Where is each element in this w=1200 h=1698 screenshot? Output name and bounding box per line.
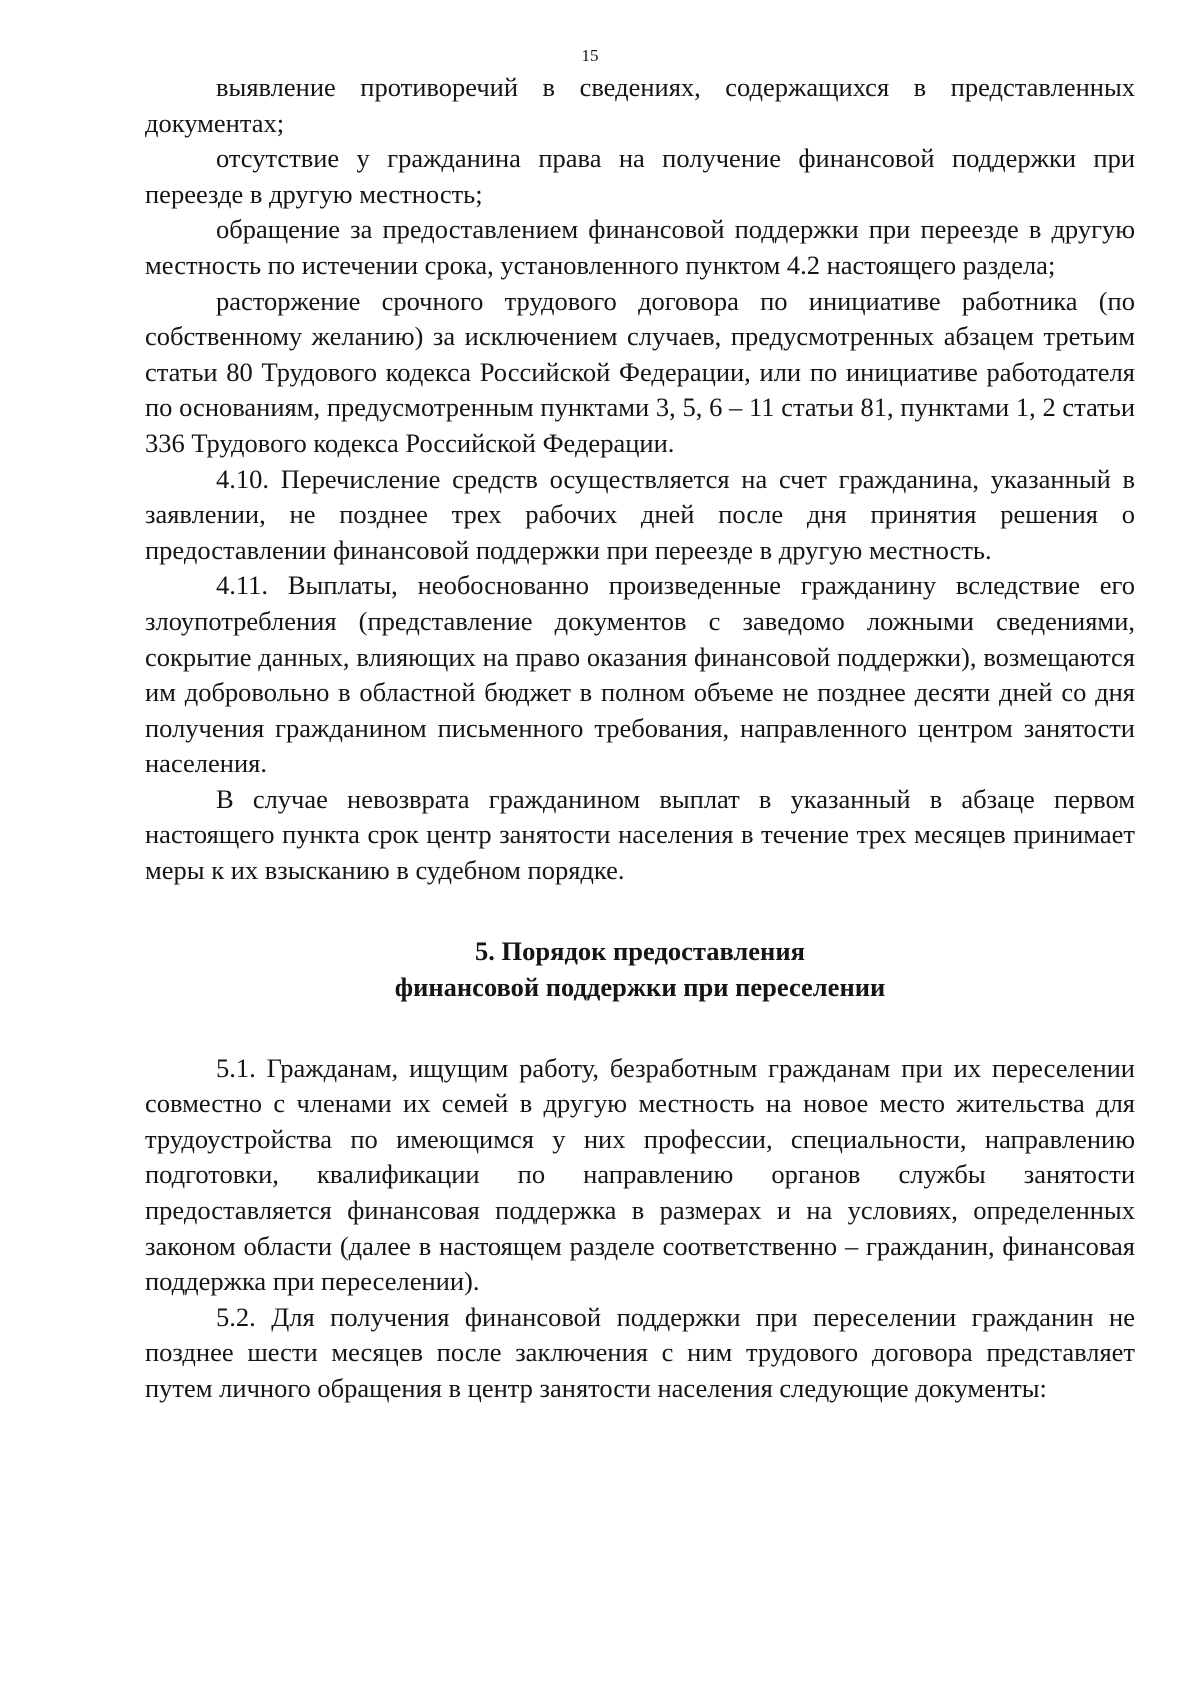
- page-number: 15: [581, 46, 599, 65]
- paragraph-no-right: отсутствие у гражданина права на получение финансовой поддержки при переезде в другую местность;: [145, 143, 1135, 209]
- paragraph-5-1: 5.1. Гражданам, ищущим работу, безработным гражданам при их переселении совместно с членами их семей в другую местность на новое место жительства для трудоустройства по имеющимся у них профессии, специальности, направлению подготовки, квалификации по направлению органов службы занятости предоставляется финансовая поддержка в размерах и на условиях, определенных законом области (далее в настоящем разделе соответственно – гражданин, финансовая поддержка при переселении).: [145, 1052, 1135, 1297]
- paragraph-4-11: 4.11. Выплаты, необоснованно произведенные гражданину вследствие его злоупотребления (представление документов с заведомо ложными сведениями, сокрытие данных, влияющих на право оказания финансовой поддержки), возмещаются им добровольно в областной бюджет в полном объеме не позднее десяти дней со дня получения гражданином письменного требования, направленного центром занятости населения.: [145, 570, 1135, 779]
- paragraph-contradictions: выявление противоречий в сведениях, содержащихся в представленных документах;: [145, 72, 1135, 138]
- paragraph-4-10: 4.10. Перечисление средств осуществляется на счет гражданина, указанный в заявлении, не позднее трех рабочих дней после дня принятия решения о предоставлении финансовой поддержки при переезде в другую местность.: [145, 463, 1135, 565]
- section-heading-line-2: финансовой поддержки при переселении: [394, 971, 886, 1002]
- paragraph-contract-termination: расторжение срочного трудового договора по инициативе работника (по собственному желанию) за исключением случаев, предусмотренных абзацем третьим статьи 80 Трудового кодекса Российской Федерации, или по инициативе работодателя по основаниям, предусмотренным пунктами 3, 5, 6 – 11 статьи 81, пунктами 1, 2 статьи 336 Трудового кодекса Российской Федерации.: [145, 285, 1135, 458]
- paragraph-non-return: В случае невозврата гражданином выплат в указанный в абзаце первом настоящего пункта срок центр занятости населения в течение трех месяцев принимает меры к их взысканию в судебном порядке.: [145, 783, 1135, 886]
- section-heading-line-1: 5. Порядок предоставления: [475, 935, 805, 966]
- document-body: [145, 70, 1135, 1407]
- section-5-heading: [145, 933, 1135, 1005]
- paragraph-5-2: 5.2. Для получения финансовой поддержки при переселении гражданин не позднее шести месяцев после заключения с ним трудового договора представляет путем личного обращения в центр занятости населения следующие документы:: [145, 1301, 1135, 1403]
- paragraph-deadline-expired: обращение за предоставлением финансовой поддержки при переезде в другую местность по истечении срока, установленного пунктом 4.2 настоящего раздела;: [145, 214, 1135, 280]
